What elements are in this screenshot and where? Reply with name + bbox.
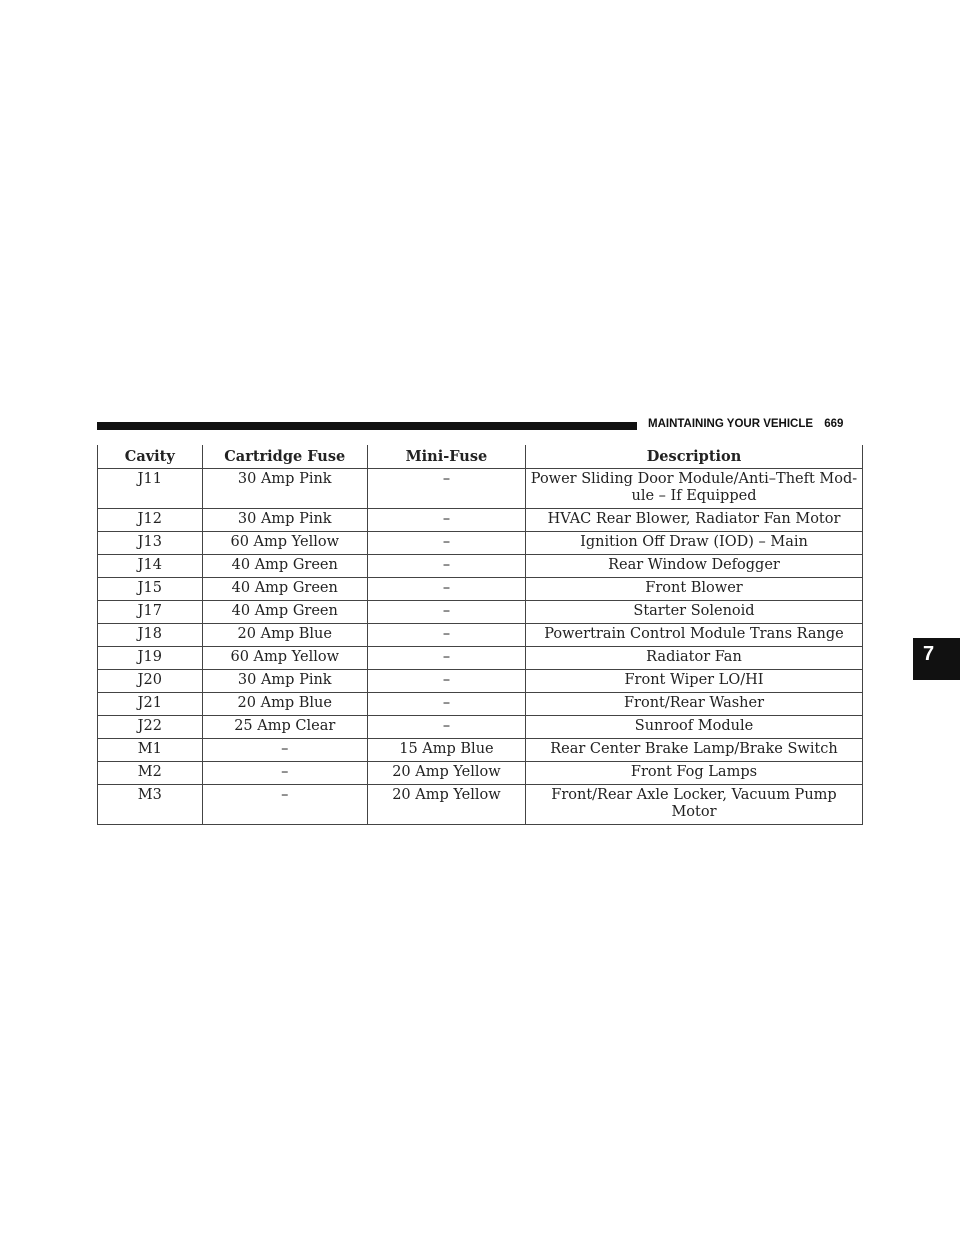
mini-fuse-cell: 20 Amp Yellow — [367, 762, 525, 785]
cartridge-fuse-cell: 40 Amp Green — [202, 601, 367, 624]
table-row — [98, 555, 863, 578]
mini-fuse-cell: – — [367, 624, 525, 647]
table-row — [98, 601, 863, 624]
cartridge-fuse-cell: – — [202, 785, 367, 825]
mini-fuse-cell: 20 Amp Yellow — [367, 785, 525, 825]
description-cell: Starter Solenoid — [525, 601, 862, 624]
mini-fuse-cell: 15 Amp Blue — [367, 739, 525, 762]
cavity-cell: J12 — [98, 509, 203, 532]
cartridge-fuse-cell: 60 Amp Yellow — [202, 532, 367, 555]
mini-fuse-cell: – — [367, 647, 525, 670]
table-row — [98, 785, 863, 825]
mini-fuse-cell: – — [367, 469, 525, 509]
fuse-table — [97, 445, 863, 825]
description-cell: Front Fog Lamps — [525, 762, 862, 785]
mini-fuse-cell: – — [367, 578, 525, 601]
header-rule — [97, 422, 637, 430]
description-cell: Front/Rear Axle Locker, Vacuum Pump Motor — [525, 785, 862, 825]
description-cell: Ignition Off Draw (IOD) – Main — [525, 532, 862, 555]
table-row — [98, 509, 863, 532]
column-header-cartridge-fuse: Cartridge Fuse — [202, 445, 367, 469]
table-row — [98, 762, 863, 785]
description-cell: Power Sliding Door Module/Anti–Theft Mod- ule – If Equipped — [525, 469, 862, 509]
description-cell: Radiator Fan — [525, 647, 862, 670]
description-cell: Powertrain Control Module Trans Range — [525, 624, 862, 647]
column-header-cavity: Cavity — [98, 445, 203, 469]
table-row — [98, 469, 863, 509]
mini-fuse-cell: – — [367, 693, 525, 716]
description-cell: HVAC Rear Blower, Radiator Fan Motor — [525, 509, 862, 532]
cartridge-fuse-cell: – — [202, 762, 367, 785]
cavity-cell: J21 — [98, 693, 203, 716]
table-row — [98, 624, 863, 647]
description-cell: Front Wiper LO/HI — [525, 670, 862, 693]
cartridge-fuse-cell: 40 Amp Green — [202, 555, 367, 578]
cartridge-fuse-cell: 30 Amp Pink — [202, 509, 367, 532]
table-row — [98, 647, 863, 670]
cartridge-fuse-cell: 30 Amp Pink — [202, 469, 367, 509]
cavity-cell: J17 — [98, 601, 203, 624]
mini-fuse-cell: – — [367, 670, 525, 693]
cavity-cell: J20 — [98, 670, 203, 693]
cartridge-fuse-cell: 40 Amp Green — [202, 578, 367, 601]
description-cell: Front/Rear Washer — [525, 693, 862, 716]
cavity-cell: J13 — [98, 532, 203, 555]
chapter-tab — [913, 638, 960, 680]
description-cell: Rear Window Defogger — [525, 555, 862, 578]
table-header-row — [98, 445, 863, 469]
column-header-description: Description — [525, 445, 862, 469]
table-row — [98, 693, 863, 716]
running-header — [648, 418, 843, 434]
table-row — [98, 739, 863, 762]
column-header-mini-fuse: Mini-Fuse — [367, 445, 525, 469]
cavity-cell: J22 — [98, 716, 203, 739]
cavity-cell: J11 — [98, 469, 203, 509]
mini-fuse-cell: – — [367, 555, 525, 578]
table-row — [98, 532, 863, 555]
cavity-cell: M3 — [98, 785, 203, 825]
cavity-cell: J14 — [98, 555, 203, 578]
description-cell: Front Blower — [525, 578, 862, 601]
section-title: MAINTAINING YOUR VEHICLE — [648, 418, 814, 430]
cartridge-fuse-cell: 25 Amp Clear — [202, 716, 367, 739]
cavity-cell: M2 — [98, 762, 203, 785]
description-cell: Sunroof Module — [525, 716, 862, 739]
cavity-cell: J18 — [98, 624, 203, 647]
table-row — [98, 716, 863, 739]
mini-fuse-cell: – — [367, 601, 525, 624]
page-number: 669 — [824, 418, 844, 430]
table-row — [98, 578, 863, 601]
mini-fuse-cell: – — [367, 509, 525, 532]
mini-fuse-cell: – — [367, 532, 525, 555]
cartridge-fuse-cell: 30 Amp Pink — [202, 670, 367, 693]
cartridge-fuse-cell: 20 Amp Blue — [202, 624, 367, 647]
cartridge-fuse-cell: 60 Amp Yellow — [202, 647, 367, 670]
description-cell: Rear Center Brake Lamp/Brake Switch — [525, 739, 862, 762]
cavity-cell: M1 — [98, 739, 203, 762]
cartridge-fuse-cell: 20 Amp Blue — [202, 693, 367, 716]
cavity-cell: J19 — [98, 647, 203, 670]
cavity-cell: J15 — [98, 578, 203, 601]
chapter-number: 7 — [923, 643, 935, 665]
table-row — [98, 670, 863, 693]
mini-fuse-cell: – — [367, 716, 525, 739]
cartridge-fuse-cell: – — [202, 739, 367, 762]
